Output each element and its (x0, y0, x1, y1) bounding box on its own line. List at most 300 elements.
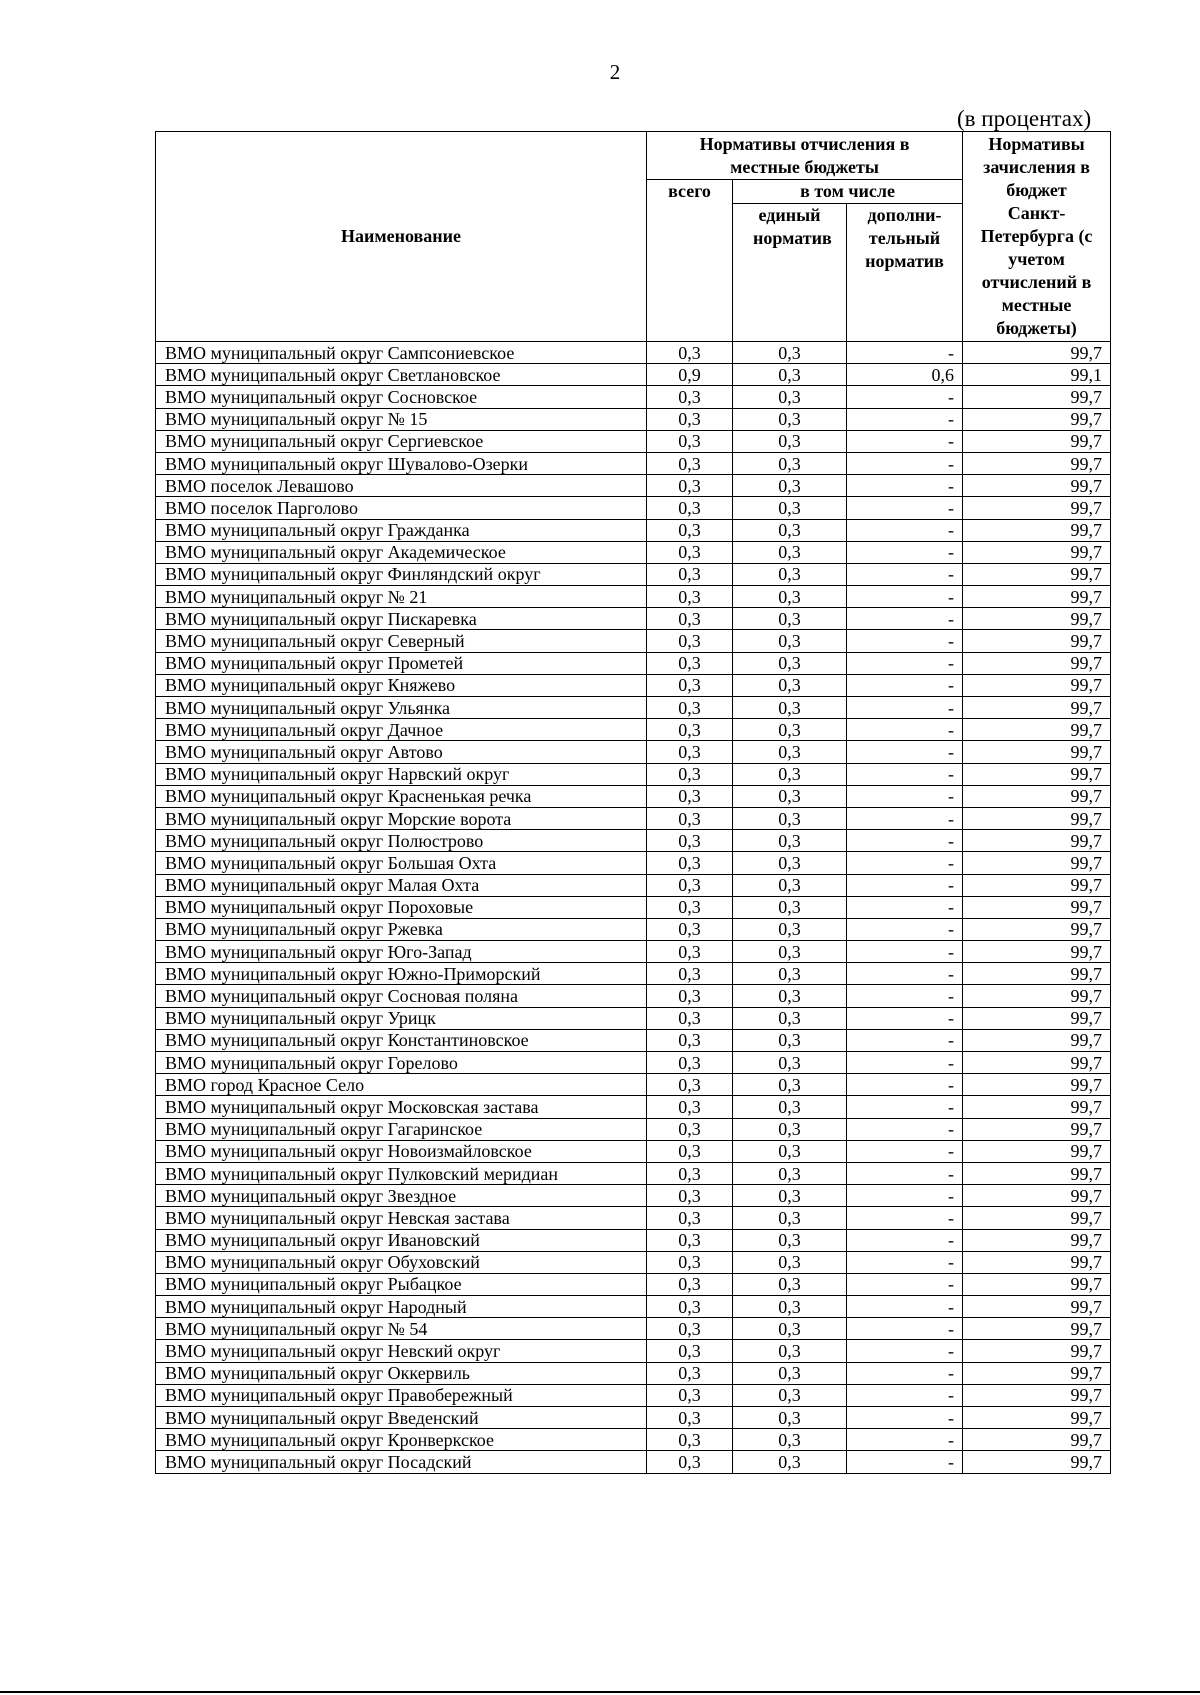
table-row (156, 697, 1111, 719)
row-total: 0,3 (647, 430, 733, 452)
row-total: 0,3 (647, 1229, 733, 1251)
row-single: 0,3 (733, 1362, 847, 1384)
row-name: ВМО муниципальный округ Северный (156, 630, 647, 652)
row-additional: - (847, 1162, 963, 1184)
table-row (156, 541, 1111, 563)
row-single: 0,3 (733, 896, 847, 918)
row-single: 0,3 (733, 674, 847, 696)
row-additional: 0,6 (847, 364, 963, 386)
row-spb: 99,7 (963, 452, 1111, 474)
table-row (156, 1207, 1111, 1229)
table-row (156, 1429, 1111, 1451)
row-single: 0,3 (733, 1074, 847, 1096)
row-name: ВМО муниципальный округ Красненькая речка (156, 785, 647, 807)
row-single: 0,3 (733, 1318, 847, 1340)
row-spb: 99,7 (963, 342, 1111, 364)
row-spb: 99,7 (963, 1162, 1111, 1184)
row-spb: 99,7 (963, 1007, 1111, 1029)
row-spb: 99,7 (963, 519, 1111, 541)
row-total: 0,3 (647, 1074, 733, 1096)
row-additional: - (847, 1096, 963, 1118)
row-total: 0,3 (647, 1207, 733, 1229)
table-row (156, 1096, 1111, 1118)
row-name: ВМО муниципальный округ Юго-Запад (156, 941, 647, 963)
row-additional: - (847, 896, 963, 918)
row-additional: - (847, 852, 963, 874)
table-row (156, 918, 1111, 940)
table-row (156, 830, 1111, 852)
row-additional: - (847, 452, 963, 474)
row-total: 0,3 (647, 342, 733, 364)
row-single: 0,3 (733, 408, 847, 430)
row-spb: 99,7 (963, 1118, 1111, 1140)
row-single: 0,3 (733, 1096, 847, 1118)
row-single: 0,3 (733, 741, 847, 763)
row-additional: - (847, 1451, 963, 1473)
header-additional: дополни-тельный норматив (847, 204, 963, 342)
norms-table (155, 131, 1111, 1474)
row-total: 0,3 (647, 1273, 733, 1295)
row-additional: - (847, 497, 963, 519)
row-additional: - (847, 918, 963, 940)
row-total: 0,3 (647, 608, 733, 630)
table-row (156, 963, 1111, 985)
row-name: ВМО муниципальный округ Константиновское (156, 1029, 647, 1051)
row-name: ВМО муниципальный округ Дачное (156, 719, 647, 741)
row-additional: - (847, 741, 963, 763)
row-total: 0,3 (647, 830, 733, 852)
row-total: 0,3 (647, 697, 733, 719)
row-name: ВМО муниципальный округ Урицк (156, 1007, 647, 1029)
row-spb: 99,7 (963, 985, 1111, 1007)
row-single: 0,3 (733, 1296, 847, 1318)
table-row (156, 1029, 1111, 1051)
table-row (156, 364, 1111, 386)
row-total: 0,3 (647, 519, 733, 541)
row-name: ВМО муниципальный округ Пулковский меридиан (156, 1162, 647, 1184)
row-additional: - (847, 1207, 963, 1229)
row-spb: 99,7 (963, 896, 1111, 918)
row-spb: 99,7 (963, 1207, 1111, 1229)
table-row (156, 630, 1111, 652)
row-additional: - (847, 519, 963, 541)
row-name: ВМО муниципальный округ Академическое (156, 541, 647, 563)
row-total: 0,3 (647, 1052, 733, 1074)
row-total: 0,3 (647, 1296, 733, 1318)
row-spb: 99,7 (963, 497, 1111, 519)
row-spb: 99,7 (963, 1029, 1111, 1051)
row-name: ВМО муниципальный округ Невская застава (156, 1207, 647, 1229)
row-name: ВМО муниципальный округ Сосновая поляна (156, 985, 647, 1007)
row-spb: 99,7 (963, 563, 1111, 585)
row-single: 0,3 (733, 608, 847, 630)
row-additional: - (847, 697, 963, 719)
row-spb: 99,7 (963, 1140, 1111, 1162)
row-single: 0,3 (733, 519, 847, 541)
row-additional: - (847, 719, 963, 741)
row-spb: 99,7 (963, 697, 1111, 719)
row-name: ВМО муниципальный округ Нарвский округ (156, 763, 647, 785)
row-additional: - (847, 963, 963, 985)
row-total: 0,3 (647, 1318, 733, 1340)
row-total: 0,3 (647, 1162, 733, 1184)
row-name: ВМО муниципальный округ Шувалово-Озерки (156, 452, 647, 474)
row-name: ВМО муниципальный округ Горелово (156, 1052, 647, 1074)
row-total: 0,3 (647, 563, 733, 585)
row-name: ВМО муниципальный округ Малая Охта (156, 874, 647, 896)
table-row (156, 1140, 1111, 1162)
row-name: ВМО муниципальный округ № 15 (156, 408, 647, 430)
table-row (156, 519, 1111, 541)
row-name: ВМО муниципальный округ Народный (156, 1296, 647, 1318)
row-single: 0,3 (733, 874, 847, 896)
table-row (156, 563, 1111, 585)
row-additional: - (847, 874, 963, 896)
row-total: 0,3 (647, 586, 733, 608)
table-row (156, 985, 1111, 1007)
row-total: 0,3 (647, 807, 733, 829)
row-single: 0,3 (733, 541, 847, 563)
page-number: 2 (609, 60, 621, 84)
row-spb: 99,7 (963, 1229, 1111, 1251)
row-name: ВМО муниципальный округ Посадский (156, 1451, 647, 1473)
table-row (156, 741, 1111, 763)
row-additional: - (847, 941, 963, 963)
row-spb: 99,7 (963, 408, 1111, 430)
row-single: 0,3 (733, 430, 847, 452)
row-single: 0,3 (733, 1185, 847, 1207)
row-name: ВМО муниципальный округ Морские ворота (156, 807, 647, 829)
row-single: 0,3 (733, 1140, 847, 1162)
row-single: 0,3 (733, 719, 847, 741)
row-name: ВМО муниципальный округ Новоизмайловское (156, 1140, 647, 1162)
table-row (156, 1384, 1111, 1406)
table-row (156, 1162, 1111, 1184)
table-row (156, 785, 1111, 807)
row-total: 0,3 (647, 918, 733, 940)
row-spb: 99,7 (963, 1362, 1111, 1384)
row-total: 0,3 (647, 874, 733, 896)
row-additional: - (847, 342, 963, 364)
row-additional: - (847, 1318, 963, 1340)
row-total: 0,3 (647, 941, 733, 963)
row-additional: - (847, 608, 963, 630)
table-row (156, 874, 1111, 896)
row-name: ВМО муниципальный округ Сергиевское (156, 430, 647, 452)
row-additional: - (847, 1407, 963, 1429)
row-name: ВМО муниципальный округ Княжево (156, 674, 647, 696)
row-additional: - (847, 1429, 963, 1451)
table-row (156, 408, 1111, 430)
row-name: ВМО поселок Левашово (156, 475, 647, 497)
row-additional: - (847, 1340, 963, 1362)
row-spb: 99,7 (963, 630, 1111, 652)
table-row (156, 852, 1111, 874)
row-single: 0,3 (733, 1340, 847, 1362)
row-total: 0,3 (647, 452, 733, 474)
header-including: в том числе (733, 180, 963, 204)
table-row (156, 342, 1111, 364)
row-spb: 99,7 (963, 1052, 1111, 1074)
table-row (156, 763, 1111, 785)
row-spb: 99,7 (963, 1340, 1111, 1362)
table-row (156, 652, 1111, 674)
table-row (156, 497, 1111, 519)
row-name: ВМО муниципальный округ Московская застава (156, 1096, 647, 1118)
row-single: 0,3 (733, 941, 847, 963)
row-single: 0,3 (733, 830, 847, 852)
row-spb: 99,7 (963, 608, 1111, 630)
row-additional: - (847, 1074, 963, 1096)
row-additional: - (847, 1118, 963, 1140)
row-name: ВМО город Красное Село (156, 1074, 647, 1096)
row-name: ВМО муниципальный округ Гагаринское (156, 1118, 647, 1140)
row-single: 0,3 (733, 918, 847, 940)
row-single: 0,3 (733, 1407, 847, 1429)
row-spb: 99,7 (963, 763, 1111, 785)
row-name: ВМО муниципальный округ Южно-Приморский (156, 963, 647, 985)
row-name: ВМО муниципальный округ Большая Охта (156, 852, 647, 874)
row-spb: 99,7 (963, 807, 1111, 829)
row-single: 0,3 (733, 963, 847, 985)
row-name: ВМО муниципальный округ Звездное (156, 1185, 647, 1207)
row-name: ВМО муниципальный округ Оккервиль (156, 1362, 647, 1384)
row-single: 0,3 (733, 364, 847, 386)
table-row (156, 807, 1111, 829)
row-total: 0,3 (647, 1340, 733, 1362)
row-single: 0,3 (733, 1229, 847, 1251)
row-spb: 99,7 (963, 386, 1111, 408)
header-local-norms: Нормативы отчисления в местные бюджеты (647, 132, 963, 180)
row-single: 0,3 (733, 1273, 847, 1295)
row-spb: 99,7 (963, 1074, 1111, 1096)
table-row (156, 430, 1111, 452)
table-row (156, 1318, 1111, 1340)
row-name: ВМО муниципальный округ Финляндский округ (156, 563, 647, 585)
row-name: ВМО муниципальный округ № 54 (156, 1318, 647, 1340)
row-name: ВМО муниципальный округ Пискаревка (156, 608, 647, 630)
row-additional: - (847, 1140, 963, 1162)
row-additional: - (847, 1185, 963, 1207)
row-total: 0,3 (647, 763, 733, 785)
table-row (156, 1451, 1111, 1473)
row-name: ВМО муниципальный округ Прометей (156, 652, 647, 674)
header-spb-norms: Нормативы зачисления в бюджет Санкт-Петербурга (с учетом отчислений в местные бюджеты) (963, 132, 1111, 342)
row-single: 0,3 (733, 497, 847, 519)
table-row (156, 1185, 1111, 1207)
table-body (156, 342, 1111, 1474)
row-name: ВМО муниципальный округ Введенский (156, 1407, 647, 1429)
row-additional: - (847, 563, 963, 585)
row-spb: 99,7 (963, 963, 1111, 985)
table-row (156, 1273, 1111, 1295)
table-row (156, 674, 1111, 696)
table-row (156, 1340, 1111, 1362)
row-name: ВМО муниципальный округ Ульянка (156, 697, 647, 719)
row-spb: 99,7 (963, 1185, 1111, 1207)
row-total: 0,3 (647, 652, 733, 674)
row-single: 0,3 (733, 763, 847, 785)
row-total: 0,9 (647, 364, 733, 386)
row-single: 0,3 (733, 1118, 847, 1140)
row-spb: 99,7 (963, 430, 1111, 452)
row-additional: - (847, 674, 963, 696)
table-row (156, 452, 1111, 474)
row-name: ВМО муниципальный округ Ивановский (156, 1229, 647, 1251)
row-spb: 99,1 (963, 364, 1111, 386)
row-additional: - (847, 1029, 963, 1051)
table-row (156, 1074, 1111, 1096)
row-single: 0,3 (733, 1162, 847, 1184)
row-single: 0,3 (733, 985, 847, 1007)
row-total: 0,3 (647, 719, 733, 741)
row-additional: - (847, 1007, 963, 1029)
row-spb: 99,7 (963, 1407, 1111, 1429)
row-total: 0,3 (647, 674, 733, 696)
row-name: ВМО муниципальный округ Сосновское (156, 386, 647, 408)
row-total: 0,3 (647, 475, 733, 497)
row-additional: - (847, 430, 963, 452)
table-row (156, 1362, 1111, 1384)
row-spb: 99,7 (963, 586, 1111, 608)
row-total: 0,3 (647, 1118, 733, 1140)
row-additional: - (847, 475, 963, 497)
row-total: 0,3 (647, 896, 733, 918)
table-row (156, 941, 1111, 963)
row-total: 0,3 (647, 386, 733, 408)
row-single: 0,3 (733, 386, 847, 408)
header-total: всего (647, 180, 733, 342)
row-spb: 99,7 (963, 1251, 1111, 1273)
row-additional: - (847, 586, 963, 608)
row-spb: 99,7 (963, 1096, 1111, 1118)
row-name: ВМО муниципальный округ Рыбацкое (156, 1273, 647, 1295)
row-total: 0,3 (647, 541, 733, 563)
row-single: 0,3 (733, 1207, 847, 1229)
row-additional: - (847, 408, 963, 430)
row-total: 0,3 (647, 1407, 733, 1429)
row-single: 0,3 (733, 652, 847, 674)
row-spb: 99,7 (963, 918, 1111, 940)
row-spb: 99,7 (963, 674, 1111, 696)
table-row (156, 475, 1111, 497)
row-additional: - (847, 386, 963, 408)
row-name: ВМО муниципальный округ Правобережный (156, 1384, 647, 1406)
row-total: 0,3 (647, 1384, 733, 1406)
row-additional: - (847, 1384, 963, 1406)
row-total: 0,3 (647, 630, 733, 652)
row-additional: - (847, 1229, 963, 1251)
row-total: 0,3 (647, 497, 733, 519)
row-name: ВМО муниципальный округ Ржевка (156, 918, 647, 940)
row-single: 0,3 (733, 1029, 847, 1051)
row-name: ВМО муниципальный округ Кронверкское (156, 1429, 647, 1451)
row-total: 0,3 (647, 985, 733, 1007)
row-spb: 99,7 (963, 1384, 1111, 1406)
row-single: 0,3 (733, 852, 847, 874)
row-additional: - (847, 763, 963, 785)
row-total: 0,3 (647, 1029, 733, 1051)
row-single: 0,3 (733, 1429, 847, 1451)
unit-note: (в процентах) (957, 106, 1092, 131)
row-single: 0,3 (733, 807, 847, 829)
row-total: 0,3 (647, 408, 733, 430)
row-additional: - (847, 985, 963, 1007)
row-total: 0,3 (647, 1451, 733, 1473)
row-additional: - (847, 1251, 963, 1273)
row-name: ВМО муниципальный округ Невский округ (156, 1340, 647, 1362)
table-row (156, 386, 1111, 408)
row-spb: 99,7 (963, 652, 1111, 674)
row-additional: - (847, 630, 963, 652)
row-total: 0,3 (647, 1007, 733, 1029)
row-total: 0,3 (647, 1185, 733, 1207)
row-spb: 99,7 (963, 475, 1111, 497)
table-row (156, 1407, 1111, 1429)
table-row (156, 1007, 1111, 1029)
table-row (156, 719, 1111, 741)
row-spb: 99,7 (963, 830, 1111, 852)
row-single: 0,3 (733, 586, 847, 608)
row-total: 0,3 (647, 1096, 733, 1118)
row-name: ВМО поселок Парголово (156, 497, 647, 519)
row-single: 0,3 (733, 563, 847, 585)
row-spb: 99,7 (963, 852, 1111, 874)
row-additional: - (847, 807, 963, 829)
row-additional: - (847, 1273, 963, 1295)
table-row (156, 1118, 1111, 1140)
row-spb: 99,7 (963, 874, 1111, 896)
row-single: 0,3 (733, 342, 847, 364)
table-header (156, 132, 1111, 342)
row-single: 0,3 (733, 697, 847, 719)
row-spb: 99,7 (963, 941, 1111, 963)
row-single: 0,3 (733, 1384, 847, 1406)
row-total: 0,3 (647, 852, 733, 874)
row-name: ВМО муниципальный округ Светлановское (156, 364, 647, 386)
row-name: ВМО муниципальный округ Сампсониевское (156, 342, 647, 364)
row-spb: 99,7 (963, 1296, 1111, 1318)
row-single: 0,3 (733, 475, 847, 497)
row-single: 0,3 (733, 452, 847, 474)
table-row (156, 586, 1111, 608)
row-spb: 99,7 (963, 1451, 1111, 1473)
row-total: 0,3 (647, 963, 733, 985)
row-spb: 99,7 (963, 1318, 1111, 1340)
table-row (156, 608, 1111, 630)
row-name: ВМО муниципальный округ Обуховский (156, 1251, 647, 1273)
row-single: 0,3 (733, 1052, 847, 1074)
header-single: единый норматив (733, 204, 847, 342)
row-name: ВМО муниципальный округ Полюстрово (156, 830, 647, 852)
row-additional: - (847, 652, 963, 674)
row-total: 0,3 (647, 785, 733, 807)
row-name: ВМО муниципальный округ Автово (156, 741, 647, 763)
row-total: 0,3 (647, 1362, 733, 1384)
row-single: 0,3 (733, 785, 847, 807)
row-single: 0,3 (733, 630, 847, 652)
header-name: Наименование (156, 132, 647, 342)
row-spb: 99,7 (963, 785, 1111, 807)
row-additional: - (847, 1052, 963, 1074)
row-spb: 99,7 (963, 541, 1111, 563)
row-additional: - (847, 541, 963, 563)
row-additional: - (847, 1296, 963, 1318)
row-spb: 99,7 (963, 719, 1111, 741)
table-row (156, 1251, 1111, 1273)
table-row (156, 1296, 1111, 1318)
table-row (156, 1052, 1111, 1074)
